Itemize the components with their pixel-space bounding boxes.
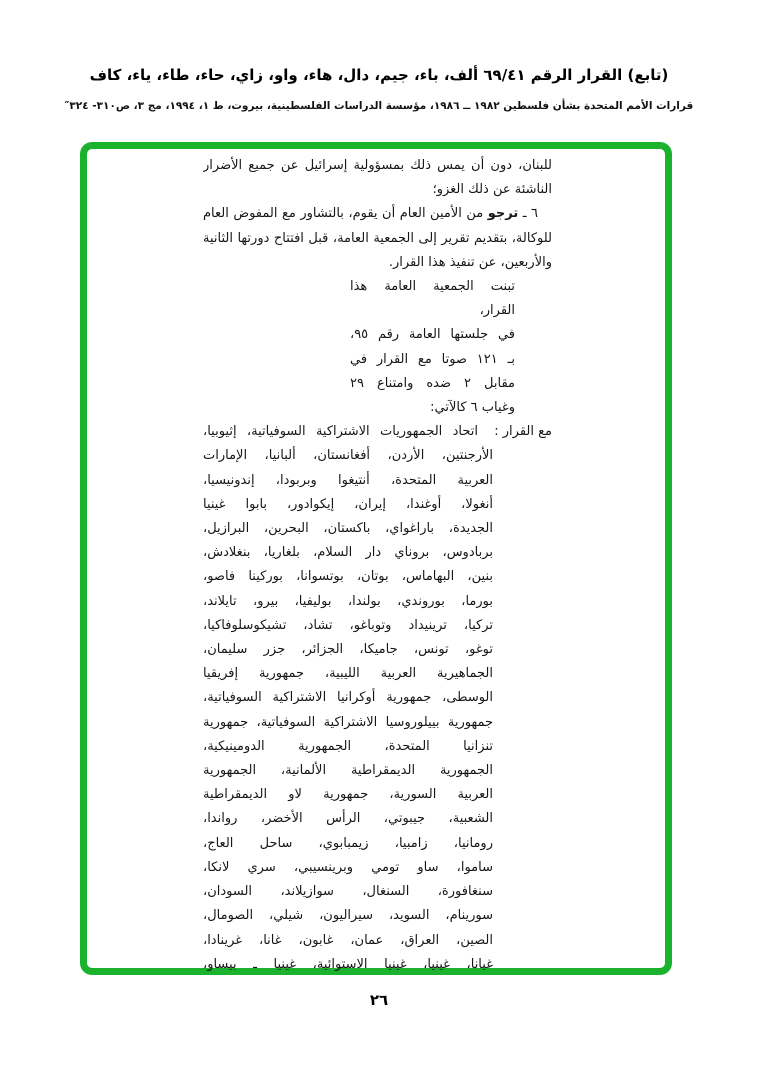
vote-for-label: مع القرار :: [494, 424, 552, 440]
country-list-line: بورما، بوروندي، بولندا، بوليفيا، بيرو، تايلاند،: [203, 593, 493, 609]
bold-word-requests: ترجو: [487, 206, 519, 222]
countries-in-favour-list: [203, 420, 493, 977]
country-list-line: الوسطى، جمهورية أوكرانيا الاشتراكية السوفياتية،: [203, 690, 493, 706]
country-list-line: سنغافورة، السنغال، سوازيلاند، السودان،: [203, 884, 493, 900]
country-list-line: تركيا، ترينيداد وتوباغو، تشاد، تشيكوسلوفاكيا،: [203, 617, 493, 633]
country-list-line: العربية المتحدة، أنتيغوا وبربودا، إندونيسيا،: [203, 472, 493, 488]
paragraph-operative-6: [203, 202, 552, 275]
green-content-frame: [80, 142, 672, 975]
country-list-line: ساموا، ساو تومي وبرينسيبي، سري لانكا،: [203, 859, 493, 875]
country-list-line: جمهورية بييلوروسيا الاشتراكية السوفياتية، جمهورية: [203, 714, 493, 730]
text-line: في جلستها العامة رقم ٩٥،: [350, 327, 515, 343]
country-list-line: الصين، العراق، عمان، غابون، غانا، غرينادا،: [203, 932, 493, 948]
country-list-line: الجمهورية الديمقراطية الألمانية، الجمهورية: [203, 763, 493, 779]
vote-record-section: [203, 420, 552, 977]
country-list-line: تنزانيا المتحدة، الجمهورية الدومينيكية،: [203, 738, 493, 754]
clause-text: من الأمين العام أن يقوم، بالتشاور مع المفوض العام: [203, 206, 488, 222]
text-line: والأربعين، عن تنفيذ هذا القرار.: [388, 254, 552, 270]
text-line: مقابل ٢ ضده وامتناع ٢٩: [350, 375, 515, 391]
source-citation-line: قرارات الأمم المتحدة بشأن فلسطين ١٩٨٢ ــ ١٩٨٦، مؤسسة الدراسات الفلسطينية، بيروت، ط ١، ١٩٩٤، مج ٣، ص٣١٠- ٣٢٤″: [64, 100, 694, 112]
country-list-line: أنغولا، أوغندا، إيران، إيكوادور، بابوا غينيا: [203, 496, 493, 512]
page-title: (تابع) القرار الرقم ٦٩/٤١ ألف، باء، جيم، دال، هاء، واو، زاي، حاء، طاء، ياء، كاف: [89, 66, 669, 84]
text-line: [203, 202, 552, 226]
text-line: تبنت الجمعية العامة هذا القرار،: [350, 279, 515, 319]
clause-number: ٦ ـ: [518, 206, 539, 222]
text-line: للبنان، دون أن يمس ذلك بمسؤولية إسرائيل عن جميع الأضرار: [203, 158, 552, 173]
country-list-line: توغو، تونس، جاميكا، الجزائر، جزر سليمان،: [203, 642, 493, 658]
country-list-line: غيانا، غينيا، غينيا الاستوائية، غينيا ـ بيساو،: [203, 956, 493, 972]
country-list-line: الجماهيرية العربية الليبية، جمهورية إفريقيا: [203, 666, 493, 682]
country-list-line: الشعبية، جيبوتي، الرأس الأخضر، رواندا،: [203, 811, 493, 827]
adoption-note: [350, 275, 515, 420]
country-list-line: بنين، البهاماس، بوتان، بوتسوانا، بوركينا فاصو،: [203, 569, 493, 585]
country-list-line: الأرجنتين، الأردن، أفغانستان، ألبانيا، الإمارات: [203, 448, 493, 464]
country-list-line: سورينام، السويد، سيراليون، شيلي، الصومال،: [203, 908, 493, 924]
country-list-line: اتحاد الجمهوريات الاشتراكية السوفياتية، إثيوبيا،: [203, 424, 478, 440]
text-line: وغياب ٦ كالآتي:: [430, 400, 515, 416]
paragraph-lebanon: [203, 154, 552, 202]
country-list-line: رومانيا، زامبيا، زيمبابوي، ساحل العاج،: [203, 835, 493, 851]
text-line: للوكالة، بتقديم تقرير إلى الجمعية العامة، قبل افتتاح دورتها الثانية: [203, 230, 552, 246]
country-list-line: بربادوس، بروناي دار السلام، بلغاريا، بنغلادش،: [203, 545, 493, 561]
country-list-line: العربية السورية، جمهورية لاو الديمقراطية: [203, 787, 493, 803]
country-list-line: الجديدة، باراغواي، باكستان، البحرين، البرازيل،: [203, 521, 493, 537]
text-line: الناشئة عن ذلك الغزو؛: [432, 182, 552, 198]
text-line: بـ ١٢١ صوتا مع القرار في: [350, 351, 515, 367]
page-number: ٢٦: [369, 991, 389, 1009]
